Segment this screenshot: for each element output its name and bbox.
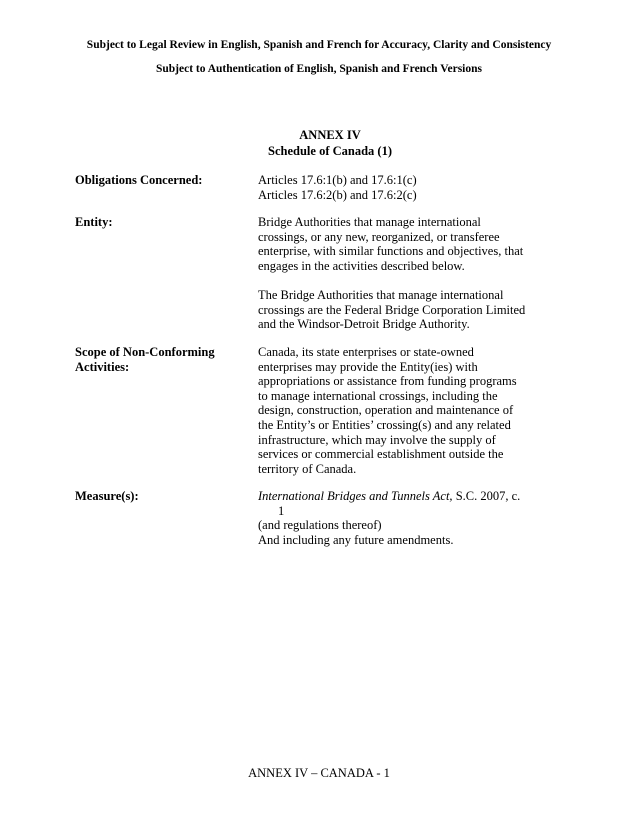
act-title: International Bridges and Tunnels Act, (258, 489, 453, 503)
measures-regs-line: (and regulations thereof) (258, 518, 382, 533)
scope-label-line: Scope of Non-Conforming (75, 345, 215, 359)
obligations-line: Articles 17.6:1(b) and 17.6:1(c) (258, 173, 417, 187)
scope-line: appropriations or assistance from funding programs (258, 374, 517, 389)
annex-title: ANNEX IV (299, 128, 361, 142)
measures-label: Measure(s): (75, 489, 139, 503)
scope-label-line: Activities: (75, 359, 130, 374)
obligations-line: Articles 17.6:2(b) and 17.6:2(c) (258, 187, 417, 202)
scope-line: to manage international crossings, including the (258, 388, 498, 403)
entity-para2-line: crossings are the Federal Bridge Corporation Limited (258, 302, 526, 317)
scope-line: territory of Canada. (258, 461, 357, 476)
entity-para2-line: and the Windsor-Detroit Bridge Authority. (258, 317, 470, 332)
entity-para1-line: Bridge Authorities that manage international (258, 215, 481, 229)
measures-act-line (258, 489, 548, 504)
obligations-label: Obligations Concerned: (75, 173, 203, 187)
legal-review-header: Subject to Legal Review in English, Spanish and French for Accuracy, Clarity and Consistency (86, 39, 552, 51)
act-chapter: 1 (278, 503, 285, 518)
entity-para2-line: The Bridge Authorities that manage international (258, 287, 504, 302)
entity-para1-line: engages in the activities described below. (258, 258, 465, 273)
paragraph-gap (258, 273, 548, 288)
scope-line: Canada, its state enterprises or state-owned (258, 345, 474, 359)
scope-line: enterprises may provide the Entity(ies) with (258, 359, 478, 374)
entity-content (258, 215, 548, 332)
measures-amend-line: And including any future amendments. (258, 532, 454, 547)
entity-label: Entity: (75, 215, 113, 229)
measures-content (258, 489, 548, 547)
act-citation: S.C. 2007, c. (452, 489, 521, 503)
annex-subtitle: Schedule of Canada (1) (268, 144, 392, 158)
entity-para1-line: enterprise, with similar functions and objectives, that (258, 244, 524, 259)
scope-line: infrastructure, which may involve the supply of (258, 432, 496, 447)
entity-para1-line: crossings, or any new, reorganized, or transferee (258, 229, 500, 244)
scope-content (258, 345, 548, 476)
authentication-header: Subject to Authentication of English, Spanish and French Versions (155, 63, 482, 75)
scope-label (75, 345, 250, 374)
scope-line: design, construction, operation and maintenance of (258, 403, 514, 418)
scope-line: the Entity’s or Entities’ crossing(s) and any related (258, 417, 511, 432)
page-footer: ANNEX IV – CANADA - 1 (248, 766, 390, 780)
obligations-content (258, 173, 548, 202)
scope-line: services or commercial establishment outside the (258, 447, 504, 462)
